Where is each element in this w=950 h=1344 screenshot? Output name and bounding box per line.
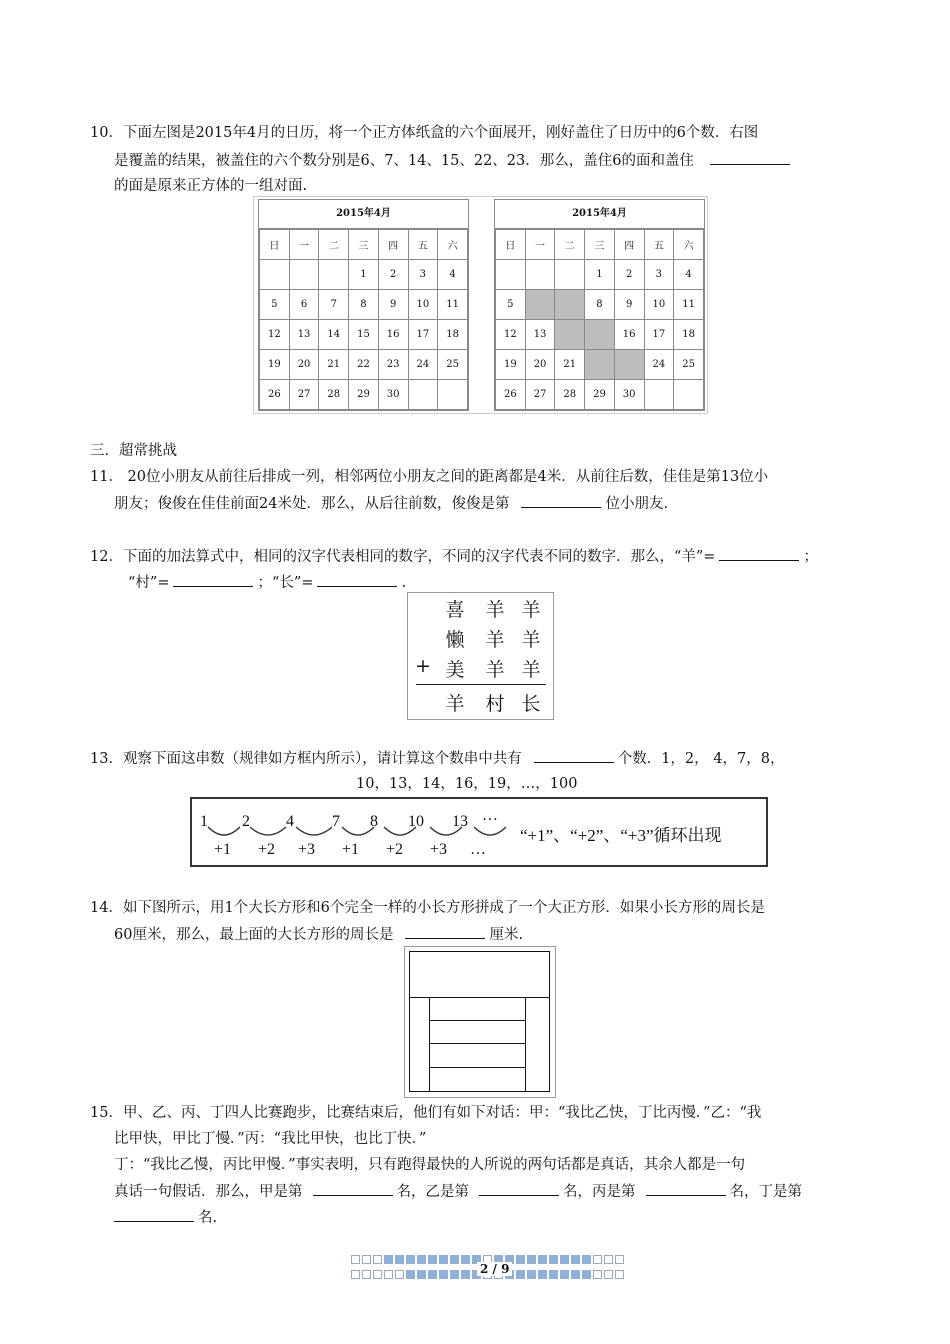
footer-square [527, 1255, 536, 1264]
seq-number: 1 [200, 813, 208, 830]
q15-bing-text: 名，丙是第 [563, 1184, 636, 1200]
q14-line2-end: 厘米. [489, 927, 524, 943]
calendar-cell: 1 [349, 260, 379, 290]
calendar-cell: 19 [260, 350, 290, 380]
footer-square [351, 1255, 360, 1264]
footer-square [538, 1270, 547, 1279]
footer-square [571, 1270, 580, 1279]
large-rectangle [409, 951, 550, 998]
calendar-cell [496, 260, 526, 290]
weekday-header: 六 [438, 230, 468, 260]
calendar-left-grid [259, 229, 468, 410]
puzzle-row-result [408, 689, 553, 717]
calendar-cell: 5 [496, 290, 526, 320]
q15-blank-bing[interactable] [646, 1181, 726, 1196]
calendar-cell: 7 [319, 290, 349, 320]
seq-number: 4 [286, 813, 294, 830]
calendar-cell: 2 [378, 260, 408, 290]
calendar-cell: 18 [674, 320, 704, 350]
footer-square [373, 1255, 382, 1264]
puzzle-char: 村 [485, 693, 505, 715]
calendar-cell: 12 [260, 320, 290, 350]
small-rectangle-right [525, 997, 550, 1092]
footer-square [560, 1270, 569, 1279]
calendar-cell [408, 380, 438, 410]
footer-square [582, 1255, 591, 1264]
seq-ellipsis: … [482, 807, 498, 824]
calendar-cell: 23 [378, 350, 408, 380]
footer-square [615, 1270, 624, 1279]
q12-blank-chang[interactable] [317, 572, 397, 587]
calendar-cell: 11 [438, 290, 468, 320]
calendar-cell [644, 380, 674, 410]
calendar-cell: 26 [260, 380, 290, 410]
footer-square [439, 1270, 448, 1279]
weekday-header: 二 [555, 230, 585, 260]
q12-cun-label: “村”= [128, 575, 170, 591]
puzzle-char: 羊 [445, 693, 465, 715]
covered-cell [614, 350, 644, 380]
seq-note: “+1”、“+2”、“+3”循环出现 [520, 826, 722, 845]
seq-number: 2 [242, 813, 250, 830]
calendar-cell: 21 [319, 350, 349, 380]
weekday-header: 四 [378, 230, 408, 260]
q14-line1: 14．如下图所示，用1个大长方形和6个完全一样的小长方形拼成了一个大正方形．如果小长方形的周长是 [90, 900, 765, 916]
calendar-cell: 2 [614, 260, 644, 290]
puzzle-char: 羊 [485, 659, 505, 681]
seq-step: +3 [430, 841, 448, 858]
q12-line1-text: 12．下面的加法算式中，相同的汉字代表相同的数字，不同的汉字代表不同的数字．那么，“羊”= [90, 549, 716, 565]
puzzle-char: 懒 [445, 629, 465, 651]
covered-cell [555, 290, 585, 320]
footer-square [428, 1270, 437, 1279]
q12-line1-end: ； [803, 549, 818, 565]
small-rectangle-left [409, 997, 430, 1092]
q12-chang-label: ；“长”= [257, 575, 314, 591]
seq-number: 8 [370, 813, 378, 830]
q15-blank-yi[interactable] [479, 1181, 559, 1196]
covered-cell [555, 320, 585, 350]
calendar-cell [260, 260, 290, 290]
calendar-cell: 3 [644, 260, 674, 290]
seq-step: +3 [298, 841, 316, 858]
footer-square [395, 1270, 404, 1279]
q12-line2-end: . [401, 575, 407, 591]
puzzle-char: 喜 [445, 599, 465, 621]
q11-line2-end: 位小朋友. [605, 496, 669, 512]
footer-square [450, 1255, 459, 1264]
seq-step-ellipsis: … [470, 841, 486, 858]
footer-square [395, 1255, 404, 1264]
q11-line2 [114, 493, 668, 514]
q14-answer-blank[interactable] [405, 924, 485, 939]
calendar-cell: 6 [289, 290, 319, 320]
q11-line1: 11． 20位小朋友从前往后排成一列，相邻两位小朋友之间的距离都是4米．从前往后数，佳佳是第13位小 [90, 469, 769, 485]
calendar-cell: 20 [525, 350, 555, 380]
calendar-cell: 5 [260, 290, 290, 320]
calendar-cell: 13 [289, 320, 319, 350]
calendar-cell: 3 [408, 260, 438, 290]
weekday-header: 五 [408, 230, 438, 260]
calendar-cell: 24 [644, 350, 674, 380]
plus-sign: + [415, 655, 431, 677]
calendar-cell: 30 [614, 380, 644, 410]
calendar-cell: 10 [408, 290, 438, 320]
calendar-cell: 8 [585, 290, 615, 320]
q10-answer-blank[interactable] [710, 150, 790, 165]
calendar-cell [438, 380, 468, 410]
page-number: 2 / 9 [477, 1262, 512, 1276]
footer-square [604, 1270, 613, 1279]
seq-step: +2 [258, 841, 276, 858]
calendar-cell: 9 [378, 290, 408, 320]
puzzle-char: 美 [445, 659, 465, 681]
calendar-cell: 28 [319, 380, 349, 410]
calendar-cell: 14 [319, 320, 349, 350]
q14-line2-text: 60厘米，那么，最上面的大长方形的周长是 [114, 927, 394, 943]
weekday-header: 三 [349, 230, 379, 260]
calendar-cell: 9 [614, 290, 644, 320]
q12-line2 [128, 572, 406, 593]
weekday-header: 一 [525, 230, 555, 260]
calendar-cell: 20 [289, 350, 319, 380]
q13-line1-seq: 个数．1，2， 4，7，8， [617, 751, 785, 767]
calendar-cell: 22 [349, 350, 379, 380]
q15-yi-text: 名，乙是第 [396, 1184, 469, 1200]
q15-line1: 15．甲、乙、丙、丁四人比赛跑步，比赛结束后，他们有如下对话：甲：“我比乙快，丁比丙慢．”乙：“我 [90, 1105, 762, 1121]
calendar-cell: 25 [438, 350, 468, 380]
q15-line2: 比甲快，甲比丁慢．”丙：“我比甲快，也比丁快．” [114, 1131, 427, 1147]
weekday-header: 四 [614, 230, 644, 260]
footer-square [538, 1255, 547, 1264]
footer-square [450, 1270, 459, 1279]
calendar-cell: 18 [438, 320, 468, 350]
calendar-cell: 30 [378, 380, 408, 410]
calendar-cell: 25 [674, 350, 704, 380]
seq-step: +1 [342, 841, 360, 858]
footer-square [439, 1255, 448, 1264]
footer-square [384, 1270, 393, 1279]
calendar-cell: 4 [438, 260, 468, 290]
covered-cell [585, 320, 615, 350]
q15-blank-jia[interactable] [313, 1181, 393, 1196]
seq-step: +1 [214, 841, 232, 858]
calendar-cell: 24 [408, 350, 438, 380]
puzzle-row-2 [408, 625, 553, 653]
covered-cell [525, 290, 555, 320]
weekday-header: 一 [289, 230, 319, 260]
q12-blank-cun[interactable] [173, 572, 253, 587]
calendar-cell: 4 [674, 260, 704, 290]
sequence-box [190, 797, 768, 867]
sum-line [416, 684, 546, 685]
calendar-cell: 17 [408, 320, 438, 350]
footer-square [615, 1255, 624, 1264]
calendar-right [494, 199, 705, 411]
footer-square [527, 1270, 536, 1279]
q15-line3: 丁：“我比乙慢，丙比甲慢．”事实表明，只有跑得最快的人所说的两句话都是真话，其余人都是一句 [114, 1157, 746, 1173]
small-rectangle [429, 997, 526, 1021]
covered-cell [585, 350, 615, 380]
q15-jia-text: 真话一句假话．那么，甲是第 [114, 1184, 303, 1200]
seq-number: 13 [452, 813, 468, 830]
q10-line2 [114, 150, 794, 171]
calendar-cell: 11 [674, 290, 704, 320]
q15-ding-text: 名，丁是第 [729, 1184, 802, 1200]
q12-line1 [90, 546, 818, 567]
footer-square [516, 1270, 525, 1279]
footer-square [428, 1255, 437, 1264]
footer-square [461, 1255, 470, 1264]
footer-square [560, 1255, 569, 1264]
weekday-header: 六 [674, 230, 704, 260]
calendar-left-title: 2015年4月 [259, 200, 468, 229]
calendar-right-title: 2015年4月 [495, 200, 704, 229]
q15-line5 [114, 1207, 217, 1228]
q15-line4 [114, 1181, 802, 1202]
q11-line2-text: 朋友；俊俊在佳佳前面24米处．那么，从后往前数，俊俊是第 [114, 496, 510, 512]
q13-line2: 10，13，14，16，19，…，100 [356, 776, 578, 792]
puzzle-char: 长 [521, 693, 541, 715]
weekday-header: 日 [496, 230, 526, 260]
calendar-left [258, 199, 469, 411]
puzzle-char: 羊 [485, 629, 505, 651]
weekday-header: 五 [644, 230, 674, 260]
footer-square [406, 1270, 415, 1279]
q10-line3: 的面是原来正方体的一组对面. [114, 178, 308, 194]
footer-square [549, 1255, 558, 1264]
calendar-cell [555, 260, 585, 290]
calendar-cell: 16 [378, 320, 408, 350]
calendar-right-grid [495, 229, 704, 410]
footer-square [406, 1255, 415, 1264]
calendar-cell: 15 [349, 320, 379, 350]
footer-squares-top [351, 1252, 626, 1261]
footer-square [362, 1270, 371, 1279]
puzzle-row-1 [408, 595, 553, 623]
weekday-header: 三 [585, 230, 615, 260]
seq-number: 10 [408, 813, 424, 830]
calendar-cell: 29 [349, 380, 379, 410]
addition-puzzle [407, 592, 554, 720]
calendar-cell: 17 [644, 320, 674, 350]
q11-answer-blank[interactable] [521, 493, 601, 508]
calendar-cell [319, 260, 349, 290]
footer-square [351, 1270, 360, 1279]
q13-answer-blank[interactable] [534, 748, 614, 763]
puzzle-char: 羊 [485, 599, 505, 621]
puzzle-row-3 [408, 655, 553, 683]
calendar-cell: 19 [496, 350, 526, 380]
q13-line1 [90, 748, 784, 769]
small-rectangle [429, 1020, 526, 1044]
puzzle-char: 羊 [521, 659, 541, 681]
small-rectangle [429, 1067, 526, 1092]
footer-square [593, 1270, 602, 1279]
footer-square [604, 1255, 613, 1264]
q10-line1: 10．下面左图是2015年4月的日历，将一个正方体纸盒的六个面展开，刚好盖住了日历中的6个数．右图 [90, 125, 759, 141]
footer-square [373, 1270, 382, 1279]
calendar-cell: 13 [525, 320, 555, 350]
seq-number: 7 [332, 813, 340, 830]
calendar-cell [525, 260, 555, 290]
calendar-cell: 26 [496, 380, 526, 410]
weekday-header: 二 [319, 230, 349, 260]
calendar-cell: 10 [644, 290, 674, 320]
puzzle-char: 羊 [521, 629, 541, 651]
footer-square [417, 1255, 426, 1264]
calendar-cell: 12 [496, 320, 526, 350]
footer-square [384, 1255, 393, 1264]
calendar-cell: 29 [585, 380, 615, 410]
calendar-figure [253, 196, 708, 414]
footer-square [549, 1270, 558, 1279]
q10-line2-text: 是覆盖的结果，被盖住的六个数分别是6、7、14、15、22、23．那么，盖住6的面和盖住 [114, 153, 694, 169]
footer-square [593, 1255, 602, 1264]
footer-square [461, 1270, 470, 1279]
calendar-cell [289, 260, 319, 290]
calendar-cell: 27 [289, 380, 319, 410]
rectangle-figure [404, 946, 556, 1098]
footer-square [417, 1270, 426, 1279]
calendar-cell: 21 [555, 350, 585, 380]
calendar-cell: 16 [614, 320, 644, 350]
calendar-cell: 1 [585, 260, 615, 290]
calendar-cell: 8 [349, 290, 379, 320]
calendar-cell [674, 380, 704, 410]
weekday-header: 日 [260, 230, 290, 260]
q15-blank-ding[interactable] [114, 1207, 194, 1222]
small-rectangle [429, 1043, 526, 1068]
section-title: 三．超常挑战 [90, 443, 177, 459]
calendar-cell: 28 [555, 380, 585, 410]
q13-line1-text: 13．观察下面这串数（规律如方框内所示），请计算这个数串中共有 [90, 751, 522, 767]
footer-square [582, 1270, 591, 1279]
seq-step: +2 [386, 841, 404, 858]
footer-square [362, 1255, 371, 1264]
q15-line5-end: 名. [198, 1210, 218, 1226]
q12-blank-yang[interactable] [719, 546, 799, 561]
puzzle-char: 羊 [521, 599, 541, 621]
footer-square [571, 1255, 580, 1264]
footer-square [516, 1255, 525, 1264]
q14-line2 [114, 924, 523, 945]
calendar-cell: 27 [525, 380, 555, 410]
